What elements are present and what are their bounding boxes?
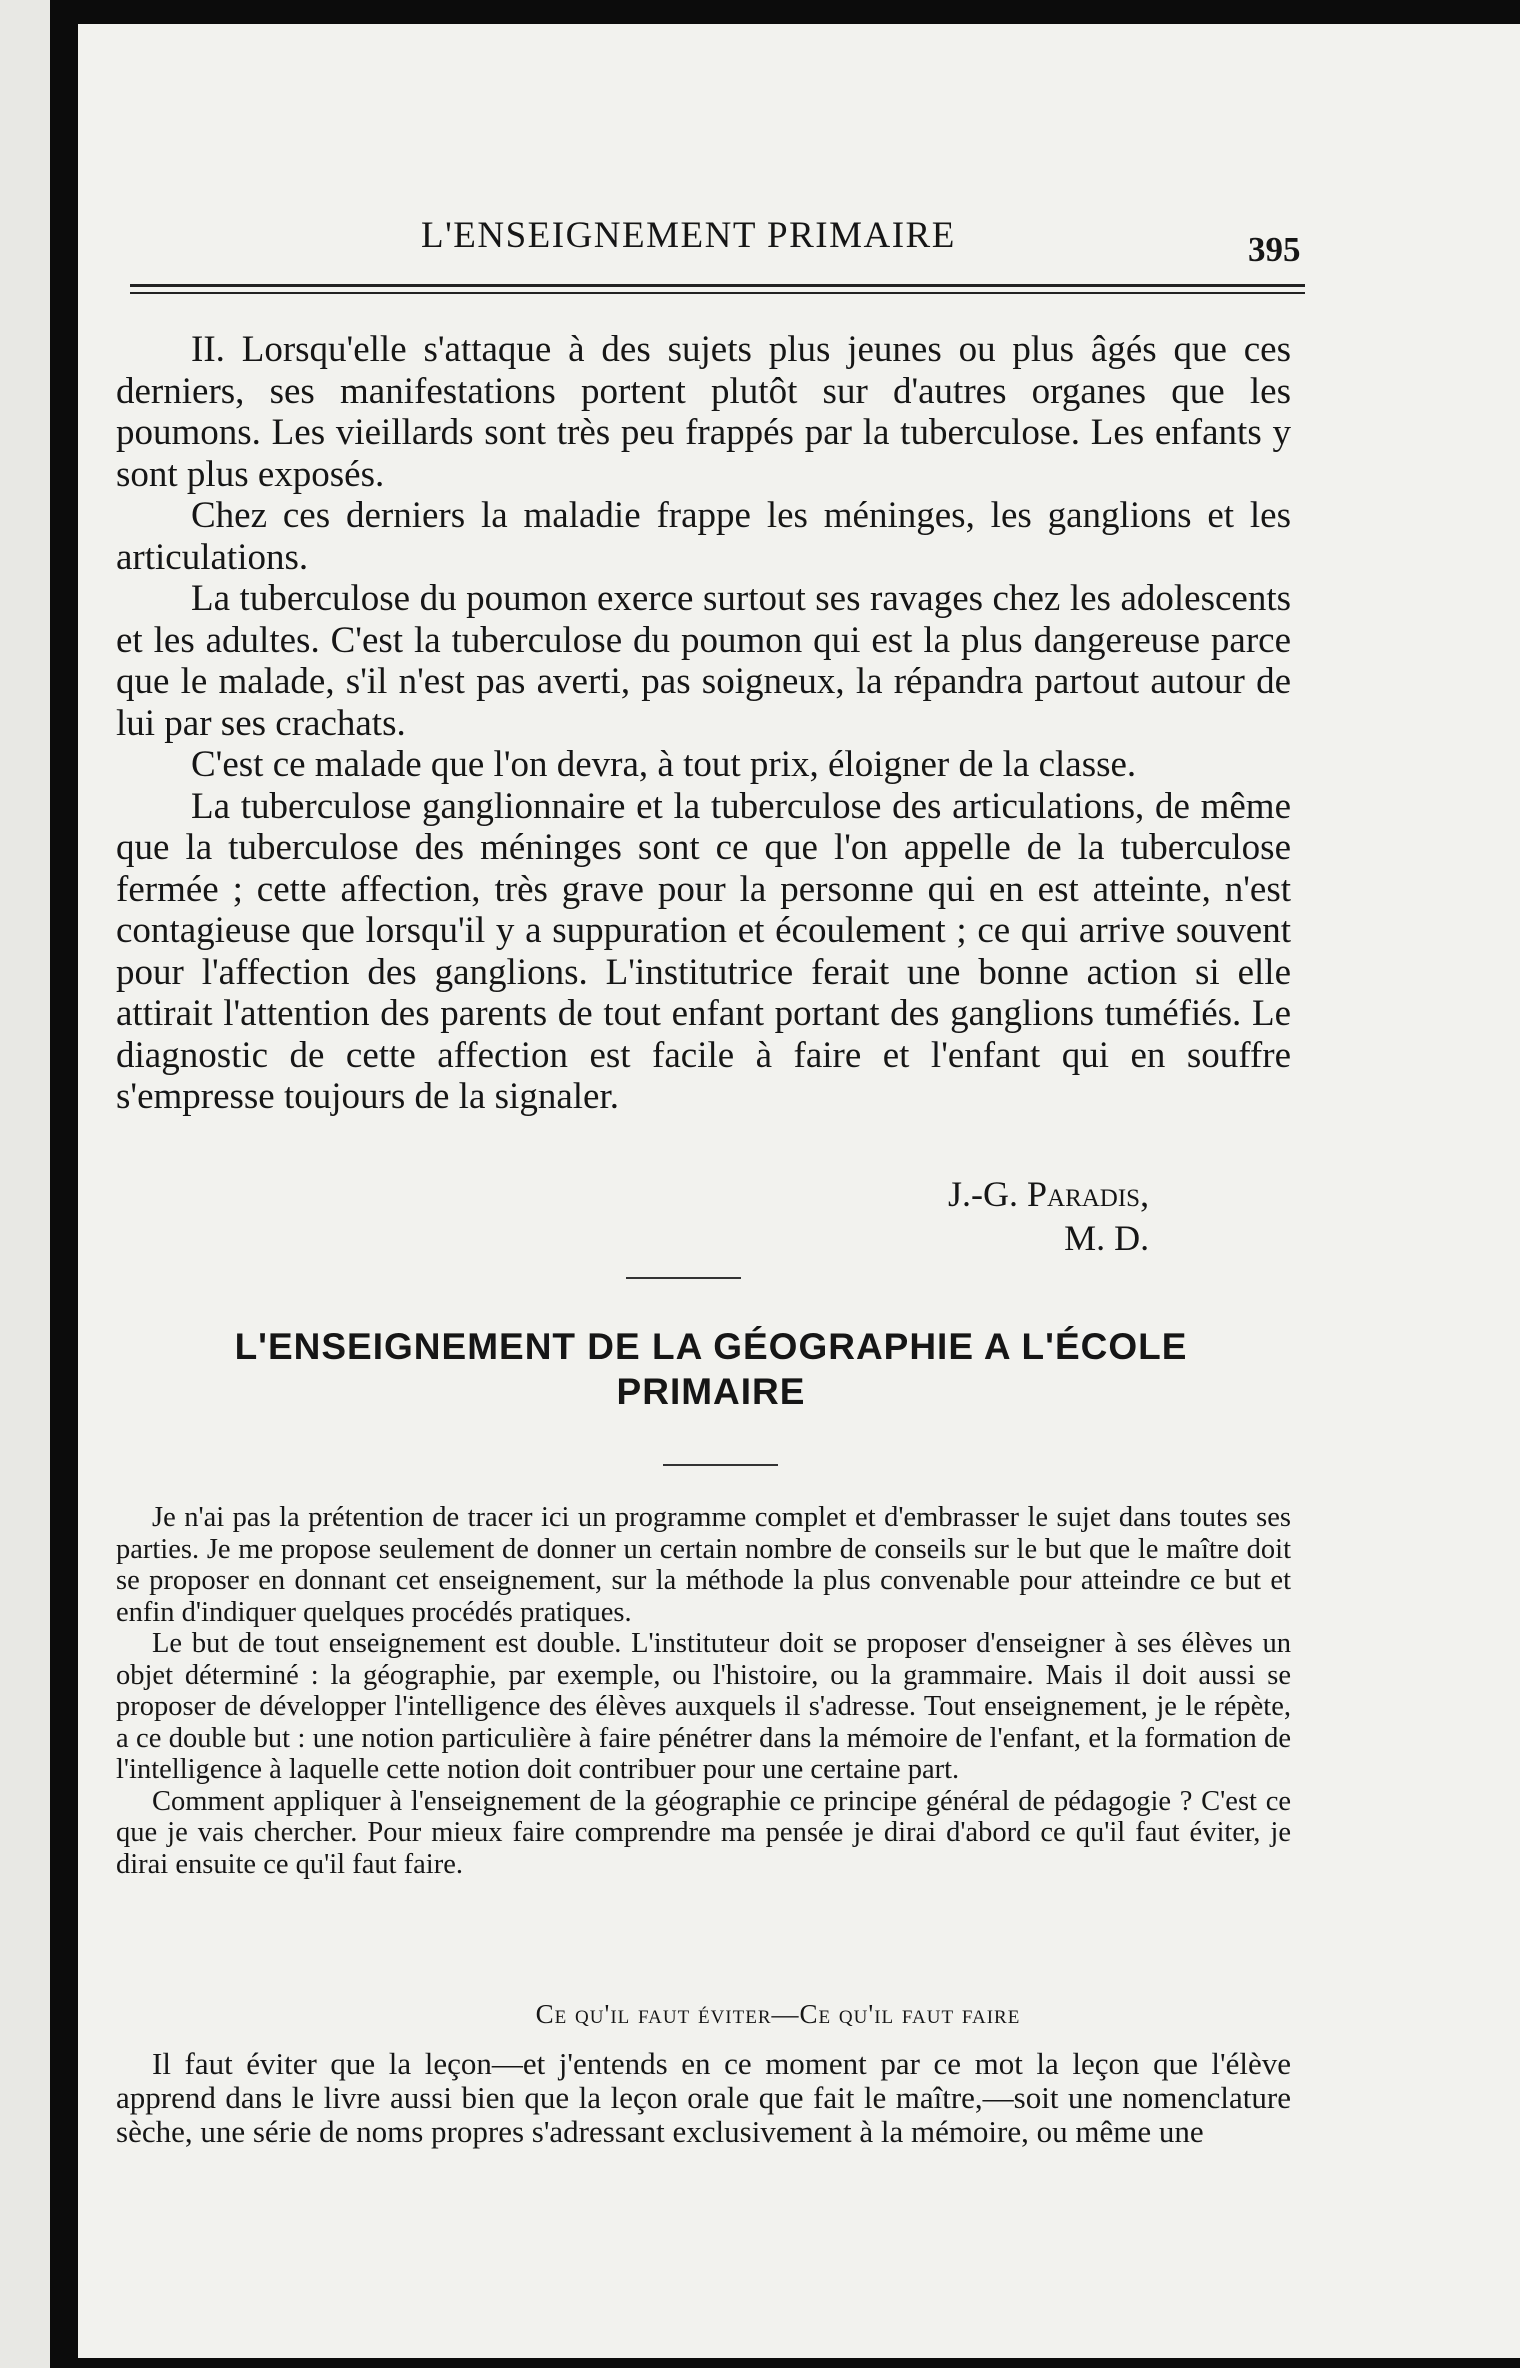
author-name: J.-G. Paradis, bbox=[948, 1174, 1150, 1214]
title-line-2: PRIMAIRE bbox=[616, 1371, 806, 1412]
paragraph: La tuberculose ganglionnaire et la tuberculose des articulations, de même que la tuberculose des méninges sont ce que l'on appelle de la tuberculose fermée ; cette affection, très grave pour la personne qui en est atteinte, n'est contagieuse que lorsqu'il y a suppuration et écoulement ; ce qui arrive souvent pour l'affection des ganglions. L'institutrice ferait une bonne action si elle attirait l'attention des parents de tout enfant portant des ganglions tuméfiés. Le diagnostic de cette affection est facile à faire et l'enfant qui en souffre s'empresse toujours de la signaler. bbox=[116, 785, 1291, 1117]
paragraph: Comment appliquer à l'enseignement de la géographie ce principe général de pédagogie ? C'est ce que je vais chercher. Pour mieux faire comprendre ma pensée je dirai d'abord ce qu'il faut éviter, je dirai ensuite ce qu'il faut faire. bbox=[116, 1785, 1291, 1880]
facing-page-edge bbox=[0, 0, 50, 2368]
geography-article-intro bbox=[116, 1502, 1291, 1880]
article-title bbox=[126, 1324, 1296, 1414]
header-rule-secondary bbox=[130, 292, 1305, 294]
book-page bbox=[78, 24, 1520, 2358]
header-rule bbox=[130, 284, 1305, 287]
title-separator bbox=[663, 1464, 778, 1466]
author-title: M. D. bbox=[1064, 1218, 1150, 1258]
tuberculosis-article-text bbox=[116, 329, 1291, 1118]
paragraph: II. Lorsqu'elle s'attaque à des sujets plus jeunes ou plus âgés que ces derniers, ses manifestations portent plutôt sur d'autres organes que les poumons. Les vieillards sont très peu frappés par la tuberculose. Les enfants y sont plus exposés. bbox=[116, 329, 1291, 495]
paragraph: Je n'ai pas la prétention de tracer ici un programme complet et d'embrasser le sujet dans toutes ses parties. Je me propose seulement de donner un certain nombre de conseils sur le but que le maître doit se proposer en donnant cet enseignement, sur la méthode la plus convenable pour atteindre ce but et enfin d'indiquer quelques procédés pratiques. bbox=[116, 1502, 1291, 1628]
section-separator bbox=[626, 1277, 741, 1279]
paragraph: Chez ces derniers la maladie frappe les méninges, les ganglions et les articulations. bbox=[116, 495, 1291, 578]
geography-article-continuation bbox=[116, 2047, 1291, 2149]
paragraph: Le but de tout enseignement est double. L'instituteur doit se proposer d'enseigner à ses élèves un objet déterminé : la géographie, par exemple, ou l'histoire, ou la grammaire. Mais il doit aussi se proposer de développer l'intelligence des élèves auxquels il s'adresse. Tout enseignement, je le répète, a ce double but : une notion particulière à faire pénétrer dans la mémoire de l'enfant, et la formation de l'intelligence à laquelle cette notion doit contribuer pour une certaine part. bbox=[116, 1628, 1291, 1785]
running-head: L'ENSEIGNEMENT PRIMAIRE bbox=[421, 215, 956, 256]
paragraph: C'est ce malade que l'on devra, à tout prix, éloigner de la classe. bbox=[191, 744, 1137, 785]
title-line-1: L'ENSEIGNEMENT DE LA GÉOGRAPHIE A L'ÉCOLE bbox=[234, 1326, 1188, 1367]
paragraph: Il faut éviter que la leçon—et j'entends en ce moment par ce mot la leçon que l'élève apprend dans le livre aussi bien que la leçon orale que fait le maître,—soit une nomenclature sèche, une série de noms propres s'adressant exclusivement à la mémoire, ou même une bbox=[116, 2046, 1291, 2149]
section-heading: Ce qu'il faut éviter—Ce qu'il faut faire bbox=[535, 1999, 1021, 2029]
paragraph: La tuberculose du poumon exerce surtout ses ravages chez les adolescents et les adultes. C'est la tuberculose du poumon qui est la plus dangereuse parce que le malade, s'il n'est pas averti, pas soigneux, la répandra partout autour de lui par ses crachats. bbox=[116, 578, 1291, 744]
author-signature bbox=[948, 1172, 1149, 1260]
page-number: 395 bbox=[1248, 230, 1301, 269]
